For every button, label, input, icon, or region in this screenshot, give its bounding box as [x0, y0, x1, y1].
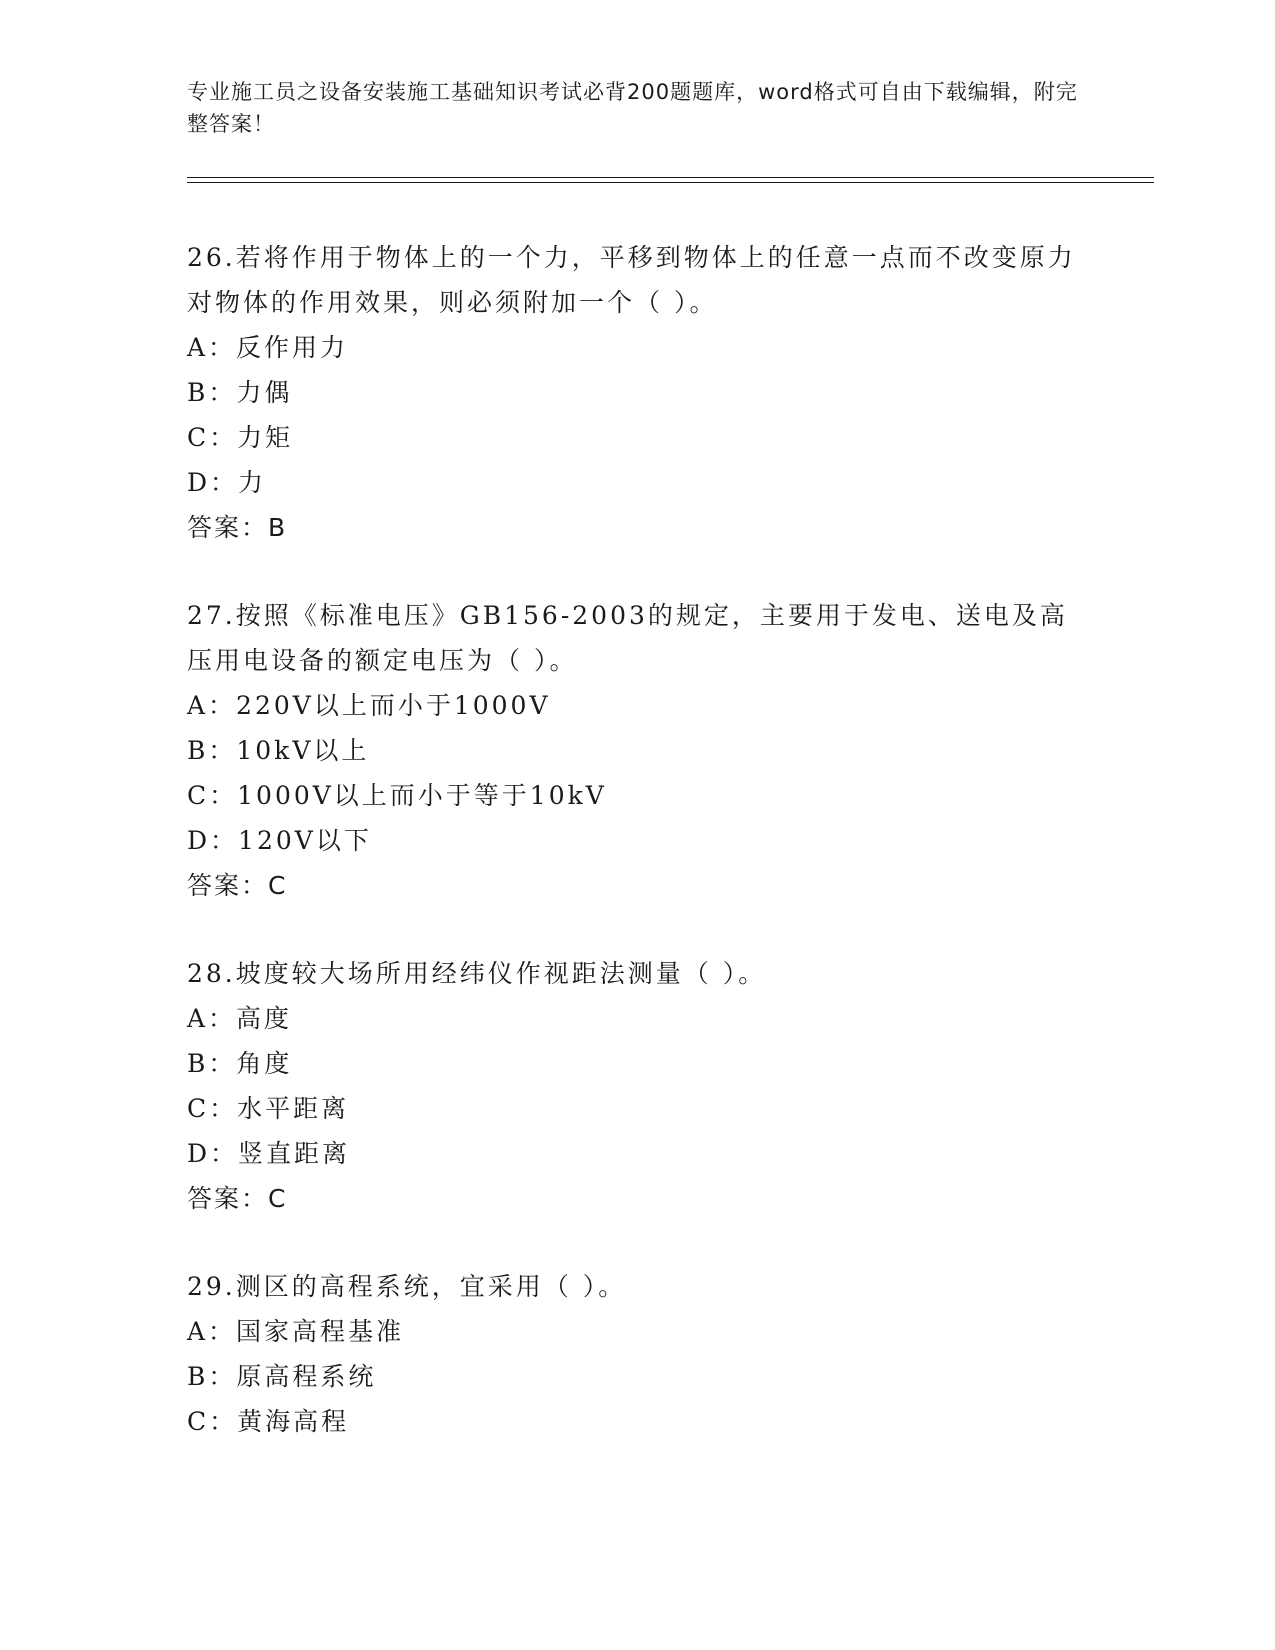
- answer: 答案：B: [187, 513, 288, 542]
- option-a: A：反作用力: [187, 333, 349, 362]
- question-28: [187, 951, 1087, 1221]
- option-c: C：1000V以上而小于等于10kV: [187, 781, 607, 810]
- option-b: B：原高程系统: [187, 1362, 377, 1391]
- page-header: 专业施工员之设备安装施工基础知识考试必背200题题库，word格式可自由下载编辑，附完整答案！: [187, 80, 1078, 136]
- option-c: C：水平距离: [187, 1094, 350, 1123]
- question-26: [187, 235, 1087, 550]
- question-29: [187, 1264, 1087, 1444]
- question-stem: 27.按照《标准电压》GB156-2003的规定，主要用于发电、送电及高压用电设备的额定电压为（ ）。: [187, 601, 1068, 675]
- question-27: [187, 593, 1087, 908]
- option-b: B：力偶: [187, 378, 293, 407]
- option-d: D：力: [187, 468, 267, 497]
- option-d: D：120V以下: [187, 826, 372, 855]
- question-stem: 29.测区的高程系统，宜采用（ ）。: [187, 1272, 627, 1301]
- option-a: A：220V以上而小于1000V: [187, 691, 551, 720]
- question-list: [187, 235, 1087, 1487]
- option-b: B：10kV以上: [187, 736, 370, 765]
- option-d: D：竖直距离: [187, 1139, 351, 1168]
- header-divider-bottom: [187, 182, 1154, 183]
- question-stem: 28.坡度较大场所用经纬仪作视距法测量（ ）。: [187, 959, 767, 988]
- option-c: C：黄海高程: [187, 1407, 350, 1436]
- option-c: C：力矩: [187, 423, 294, 452]
- option-b: B：角度: [187, 1049, 293, 1078]
- answer: 答案：C: [187, 871, 288, 900]
- option-a: A：高度: [187, 1004, 293, 1033]
- question-stem: 26.若将作用于物体上的一个力，平移到物体上的任意一点而不改变原力对物体的作用效果，则必须附加一个（ ）。: [187, 243, 1076, 317]
- answer: 答案：C: [187, 1184, 288, 1213]
- header-divider-top: [187, 177, 1154, 178]
- option-a: A：国家高程基准: [187, 1317, 405, 1346]
